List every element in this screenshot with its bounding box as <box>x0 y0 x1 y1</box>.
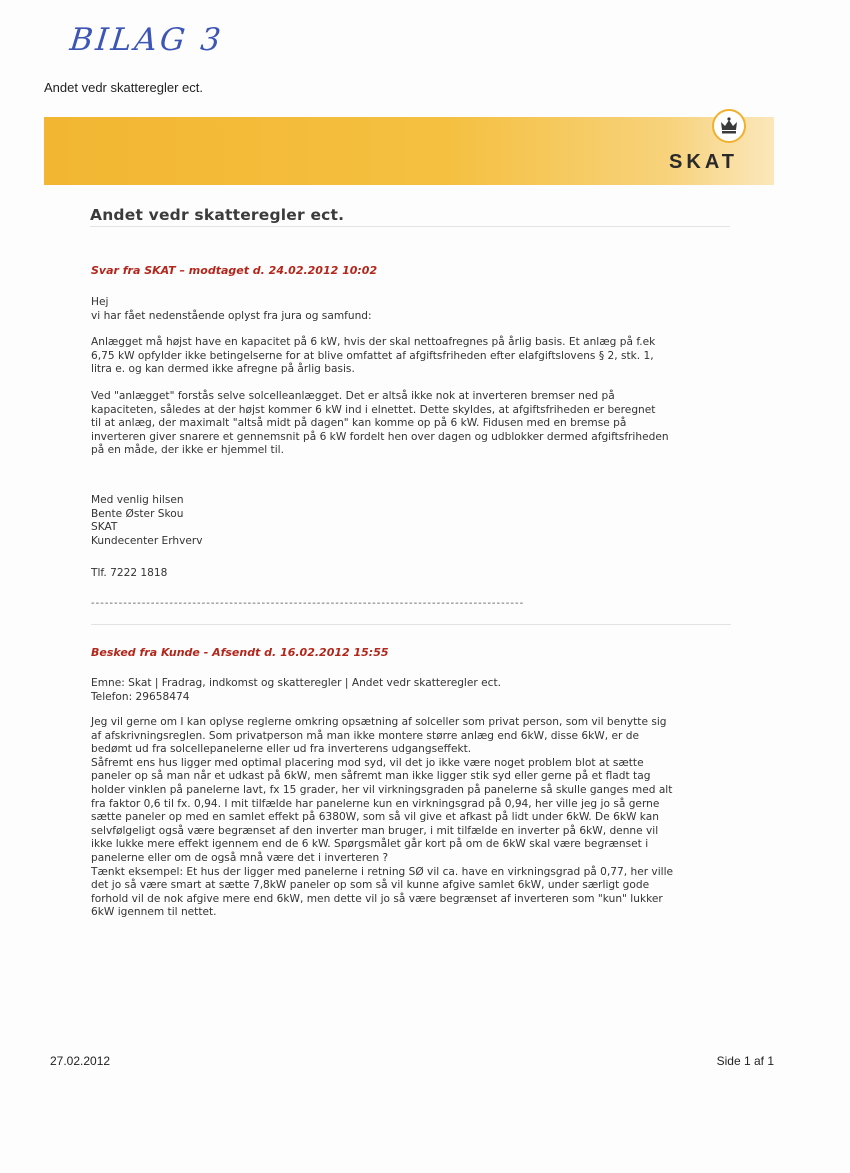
text-line: selvfølgeligt også være begrænset af den inverter man bruger, i mit tilfælde en inverter på 6kW, denne vil <box>91 824 659 837</box>
skat-logo: SKAT <box>669 151 738 173</box>
reply-body <box>91 296 669 471</box>
text-line: fra faktor 0,6 til fx. 0,94. I mit tilfælde har panelerne kun en virkningsgrad på 0,94, her ville jeg jo så gerne <box>91 797 660 810</box>
text-line: det jo så være smart at sætte 7,8kW paneler op som så vil kunne afgive samlet 6kW, under særligt gode <box>91 879 650 892</box>
skat-banner <box>44 117 774 185</box>
text-line: vi har fået nedenstående oplyst fra jura og samfund: <box>91 309 372 322</box>
footer-page-number: Side 1 af 1 <box>716 1054 774 1068</box>
text-line: af afskrivningsreglen. Som privatperson må man ikke montere større anlæg end 6kW, disse 6kW, er de <box>91 729 639 742</box>
page-title: Andet vedr skatteregler ect. <box>90 206 345 224</box>
handwritten-annotation: BILAG 3 <box>68 22 226 58</box>
text-line: inverteren giver snarere et gennemsnit på 6 kW fordelt hen over dagen og udblokker dermed afgiftsfriheden <box>91 430 669 443</box>
signature-line: SKAT <box>91 521 118 534</box>
text-line: på en måde, der ikke er hjemmel til. <box>91 444 284 457</box>
text-line: holder vinklen på panelerne lavt, fx 15 grader, her vil virkningsgraden på panelerne så skulle ganges med alt <box>91 783 673 796</box>
text-line: Tænkt eksempel: Et hus der ligger med panelerne i retning SØ vil ca. have en virkningsgrad på 0,77, her ville <box>91 865 674 878</box>
text-line: bedømt ud fra solcellepanelerne eller ud fra inverterens udgangseffekt. <box>91 743 472 756</box>
text-line: paneler op så man når et udkast på 6kW, men såfremt man ikke ligger stik syd eller gerne på et fladt tag <box>91 770 651 783</box>
title-divider <box>90 226 730 227</box>
message-header: Besked fra Kunde - Afsendt d. 16.02.2012 15:55 <box>91 646 389 659</box>
text-line: kapaciteten, således at der højst kommer 6 kW ind i elnettet. Dette skyldes, at afgiftsfriheden er beregnet <box>91 403 656 416</box>
text-line: 6,75 kW opfylder ikke betingelserne for at blive omfattet af afgiftsfriheden efter elafgiftslovens § 2, stk. 1, <box>91 349 654 362</box>
text-line: forhold vil de nok afgive mere end 6kW, men dette vil jo så være begrænset af inverteren som "kun" lukker <box>91 892 663 905</box>
text-line: Hej <box>91 296 109 308</box>
text-line: sætte paneler op med en samlet effekt på 6380W, som så vil give et afkast på lidt under 6kW. De 6kW kan <box>91 811 659 824</box>
reply-header: Svar fra SKAT – modtaget d. 24.02.2012 10:02 <box>91 264 378 277</box>
section-divider <box>91 624 731 625</box>
crown-icon <box>712 109 746 143</box>
text-line: Ved "anlægget" forstås selve solcelleanlægget. Det er altså ikke nok at inverteren bremser ned på <box>91 389 615 402</box>
footer-date: 27.02.2012 <box>50 1054 111 1068</box>
text-line: panelerne eller om de også mnå være det i inverteren ? <box>91 851 389 864</box>
reply-paragraph-1 <box>91 336 669 377</box>
reply-paragraph-2 <box>91 390 669 458</box>
message-subject: Emne: Skat | Fradrag, indkomst og skatteregler | Andet vedr skatteregler ect. <box>91 677 501 689</box>
text-line: Såfremt ens hus ligger med optimal placering mod syd, vil det jo ikke være noget problem blot at sætte <box>91 756 644 769</box>
phone-number: Tlf. 7222 1818 <box>91 567 168 579</box>
text-line: Anlægget må højst have en kapacitet på 6 kW, hvis der skal nettoafregnes på årlig basis. Et anlæg på f.ek <box>91 336 656 349</box>
dashed-separator: ---------------------------------------------------------------------------------------------- <box>91 598 525 609</box>
greeting <box>91 296 669 323</box>
signature-line: Kundecenter Erhverv <box>91 534 203 547</box>
message-phone: Telefon: 29658474 <box>91 690 190 703</box>
message-body <box>91 716 673 920</box>
text-line: ikke lukke mere effekt igennem end de 6 kW. Spørgsmålet går kort på om de 6kW skal være begrænset i <box>91 838 649 851</box>
text-line: til at anlæg, der maximalt "altså midt på dagen" kan komme op på 6 kW. Fidusen med en bremse på <box>91 417 627 430</box>
message-meta <box>91 677 501 704</box>
document-subject-heading: Andet vedr skatteregler ect. <box>44 80 203 95</box>
signature-block <box>91 494 203 548</box>
signature-line: Med venlig hilsen <box>91 494 184 506</box>
text-line: Jeg vil gerne om I kan oplyse reglerne omkring opsætning af solceller som privat person, som vil benytte sig <box>91 716 667 728</box>
text-line: litra e. og kan dermed ikke afregne på årlig basis. <box>91 363 355 376</box>
signature-line: Bente Øster Skou <box>91 507 184 520</box>
text-line: 6kW igennem til nettet. <box>91 906 217 919</box>
